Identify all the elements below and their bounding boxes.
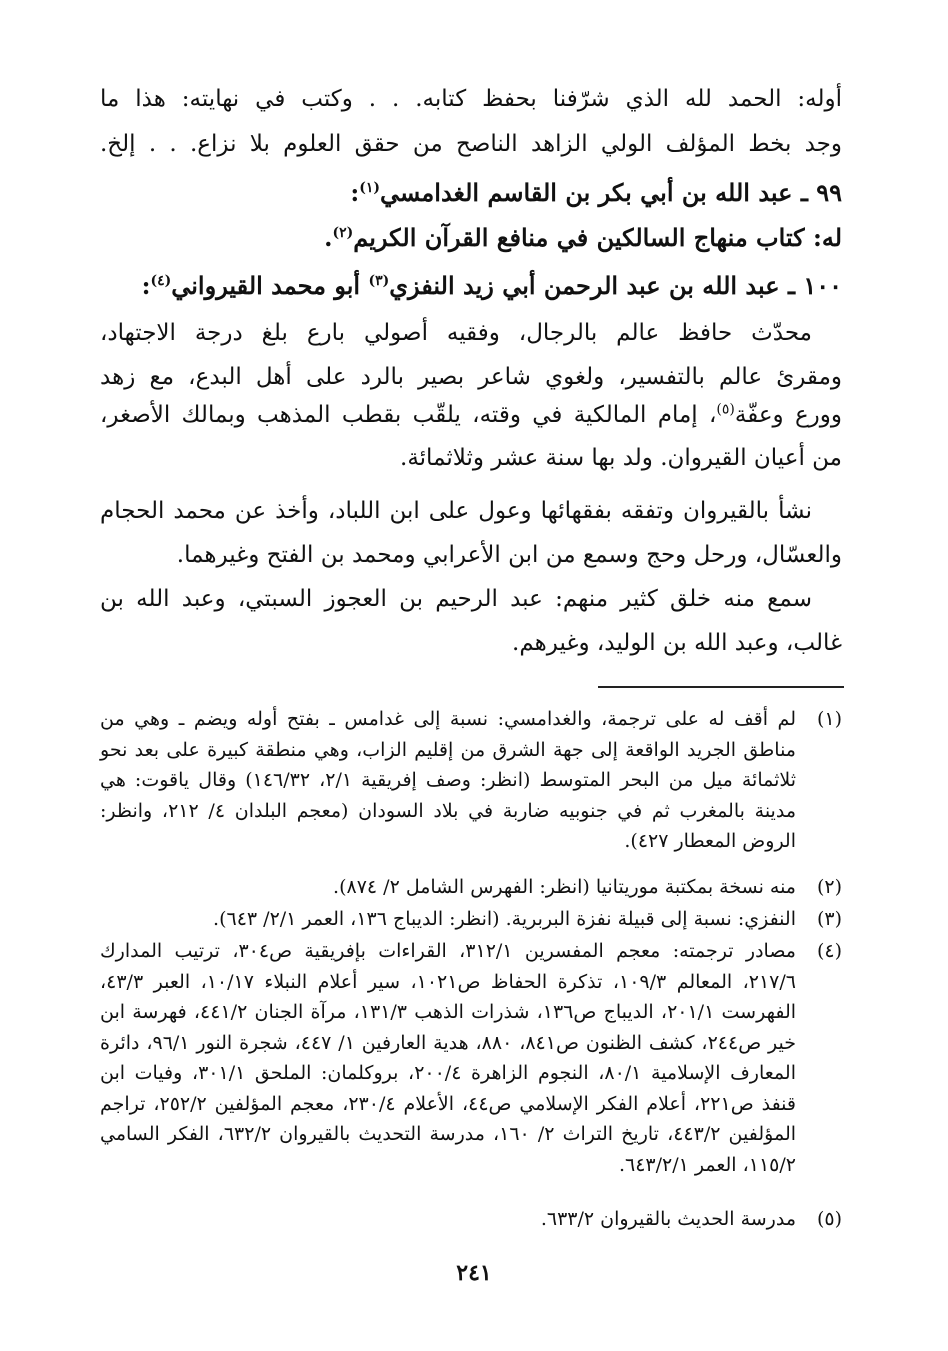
footnote-number: (٤) [816, 940, 842, 962]
footnote-text: مدرسة الحديث بالقيروان ٦٣٣/٢. [540, 1208, 796, 1230]
entry-heading-kunya: أبو محمد القيرواني [171, 271, 369, 300]
text-line: وجد بخط المؤلف الولي الزاهد الناصح من حقق العلوم بلا نزاع. . . إلخ. [100, 131, 842, 157]
footnote [100, 1204, 842, 1235]
book-title-period: . [324, 223, 333, 252]
entry-heading-text: ٩٩ ـ عبد الله بن أبي بكر بن القاسم الغدامسي [380, 178, 842, 207]
footnote-divider [598, 686, 844, 688]
text-line: والعسّال، ورحل وحج وسمع من ابن الأعرابي ومحمد بن الفتح وغيرهما. [176, 542, 842, 568]
text-line: سمع منه خلق كثير منهم: عبد الرحيم بن العجوز السبتي، وعبد الله بن [100, 586, 812, 612]
footnote-ref: (١) [359, 180, 380, 196]
text-fragment: ، إمام المالكية في وقته، يلقّب بقطب المذهب وبمالك الأصغر، [100, 402, 717, 428]
footnote [100, 872, 842, 903]
footnote-ref: (٥) [716, 401, 735, 418]
book-title: له: كتاب منهاج السالكين في منافع القرآن الكريم [353, 223, 842, 252]
footnote-text: منه نسخة بمكتبة موريتانيا (انظر: الفهرس الشامل ٢/ ٨٧٤). [333, 876, 796, 898]
text-line: محدّث حافظ عالم بالرجال، وفقيه أصولي بارع بلغ درجة الاجتهاد، [100, 320, 812, 346]
footnote-number: (١) [816, 708, 842, 730]
footnote [100, 904, 842, 935]
text-line: أوله: الحمد لله الذي شرّفنا بحفظ كتابه. . . وكتب في نهايته: هذا ما [100, 86, 842, 112]
text-fragment: وورع وعفّة [734, 402, 842, 428]
entry-heading-text: ١٠٠ ـ عبد الله بن عبد الرحمن أبي زيد النفزي [389, 271, 842, 300]
text-line: نشأ بالقيروان وتفقه بفقهائها وعول على ابن اللباد، وأخذ عن محمد الحجام [100, 498, 812, 524]
footnote-ref: (٣) [368, 273, 390, 289]
page-number: ٢٤١ [456, 1260, 492, 1286]
footnote-number: (٥) [816, 1208, 842, 1230]
footnote [100, 704, 842, 857]
text-line: غالب، وعبد الله بن الوليد، وغيرهم. [512, 630, 842, 656]
footnote-number: (٢) [816, 876, 842, 898]
footnote-ref: (٤) [150, 273, 172, 289]
footnote-text: النفزي: نسبة إلى قبيلة نفزة البربرية. (انظر: الديباج ١٣٦، العمر ٢/١/ ٦٤٣). [213, 908, 796, 930]
entry-heading-100 [100, 269, 842, 303]
heading-colon: : [141, 271, 151, 300]
footnote-text: مصادر ترجمته: معجم المفسرين ٣١٢/١، القراءات بإفريقية ص٣٠٤، ترتيب المدارك ٢١٧/٦، المعالم ١٠٩/٣، تذكرة الحفاظ ص١٠٢١، سير أعلام النبلاء ١٠/١٧، العبر ٤٣/٣، الفهرست ٢٠١/١، الديباج ص١٣٦، شذرات الذهب ١٣١/٣، مرآة الجنان ٤٤١/٢، فهرسة ابن خير ص٢٤٤، كشف الظنون ص٨٤١، ٨٨٠، هدية العارفين ١/ ٤٤٧، شجرة النور ٩٦/١، دائرة المعارف الإسلامية ٨٠/١، النجوم الزاهرة ٢٠٠/٤، بروكلمان: الملحق ٣٠١/١، وفيات ابن قنفذ ص٢٢١، أعلام الفكر الإسلامي ص٤٤، الأعلام ٢٣٠/٤، معجم المؤلفين ٢٥٢/٢، تراجم المؤلفين ٤٤٣/٢، تاريخ التراث ٢/ ١٦٠، مدرسة التحديث بالقيروان ٦٣٢/٢، الفكر السامي ١١٥/٢، العمر ٦٤٣/٢/١. [100, 940, 797, 1176]
book-title-line [100, 221, 842, 255]
footnote-number: (٣) [816, 908, 842, 930]
footnote-ref: (٢) [332, 225, 354, 241]
text-line: ومقرئ عالم بالتفسير، ولغوي شاعر بصير بالرد على أهل البدع، مع زهد [100, 364, 842, 390]
text-line: من أعيان القيروان. ولد بها سنة عشر وثلاثمائة. [400, 445, 842, 471]
footnote [100, 936, 842, 1180]
entry-heading-99 [100, 176, 842, 210]
heading-colon: : [350, 178, 360, 207]
footnote-text: لم أقف له على ترجمة، والغدامسي: نسبة إلى غدامس ـ بفتح أوله ويضم ـ وهي من مناطق الجريد الواقعة إلى جهة الشرق من إقليم الزاب، وهي منطقة كبيرة على بعد نحو ثلاثمائة ميل من البحر المتوسط (انظر: وصف إفريقية ٢/١، ١٤٦/٣٢) وقال ياقوت: هي مدينة بالمغرب ثم في جنوبيه ضاربة في بلاد السودان (معجم البلدان ٤/ ٢١٢، وانظر: الروض المعطار ٤٢٧). [100, 708, 796, 852]
text-line [100, 398, 842, 432]
